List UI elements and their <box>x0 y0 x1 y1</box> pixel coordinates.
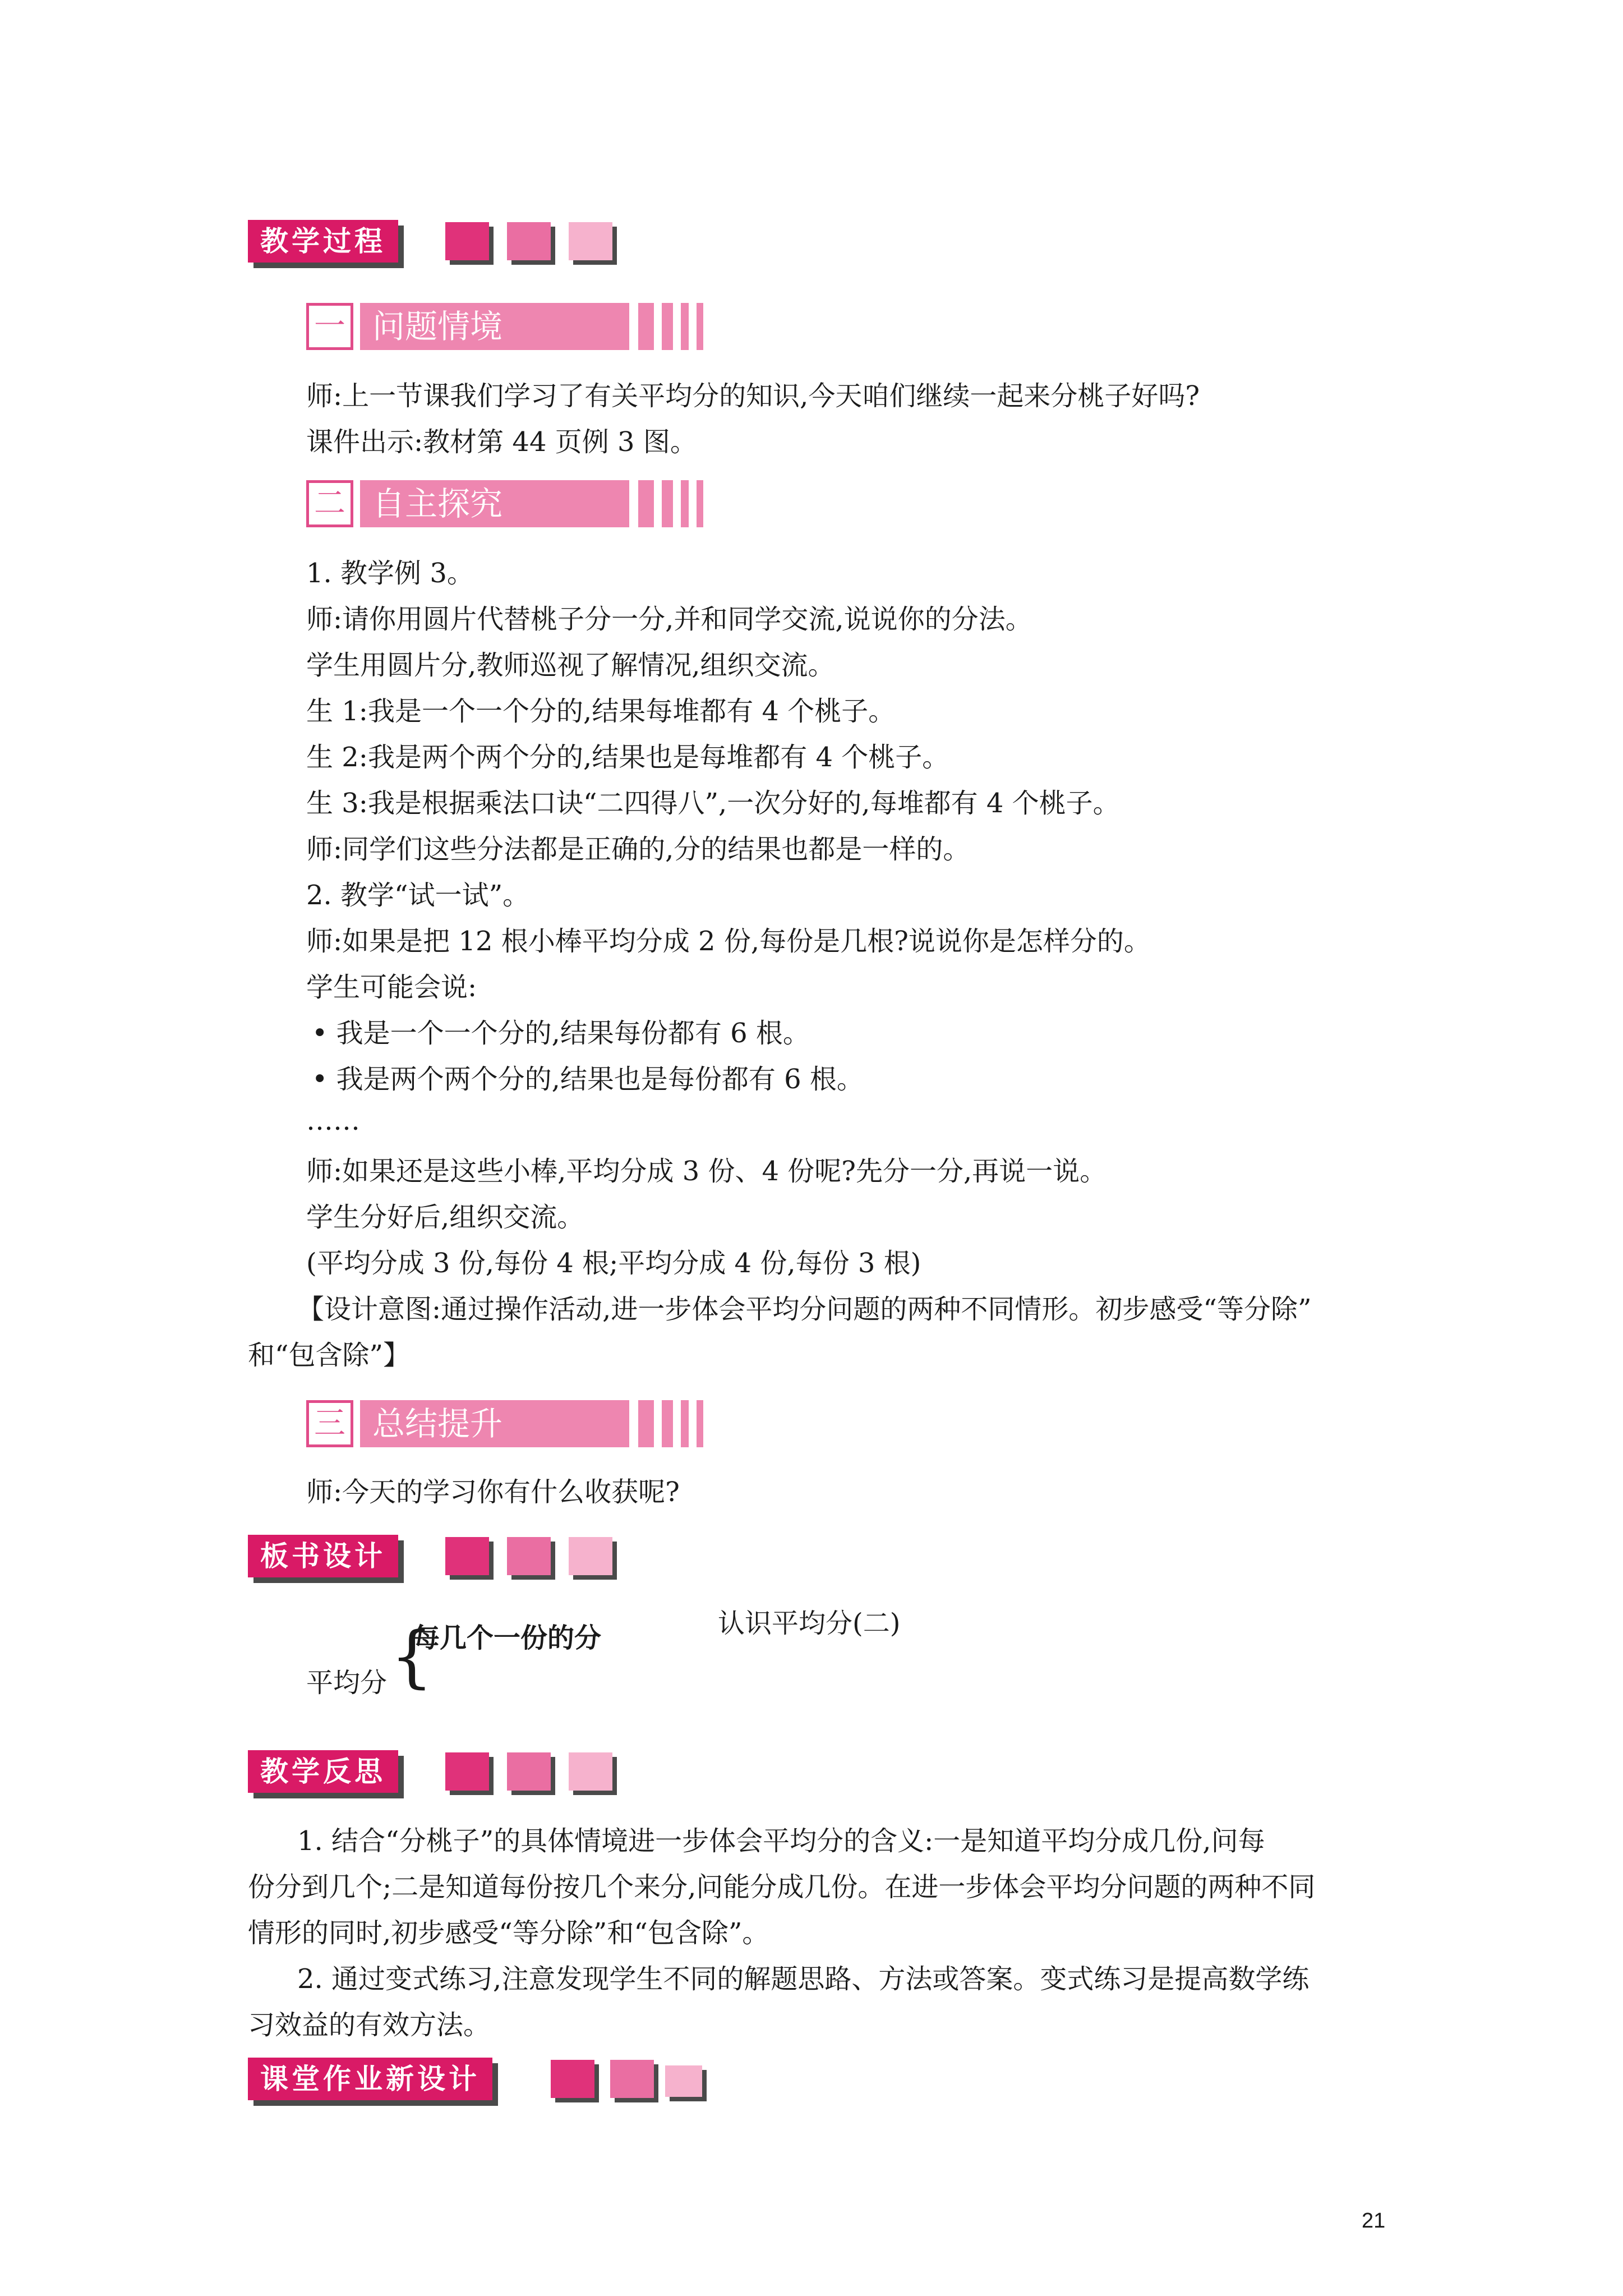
decor-stripes <box>638 303 717 350</box>
paragraph: 2. 通过变式练习,注意发现学生不同的解题思路、方法或答案。变式练习是提高数学练 <box>297 1963 1310 1995</box>
section-label: 教学过程 <box>248 220 398 263</box>
decor-square <box>507 1537 551 1575</box>
decor-square <box>445 1537 489 1575</box>
decor-square <box>569 222 612 260</box>
decor-square <box>445 222 489 260</box>
paragraph: (平均分成 3 份,每份 4 根;平均分成 4 份,每份 3 根) <box>306 1248 921 1279</box>
paragraph: 情形的同时,初步感受“等分除”和“包含除”。 <box>248 1917 769 1949</box>
decor-square <box>445 1752 489 1791</box>
paragraph: 课件出示:教材第 44 页例 3 图。 <box>306 426 697 458</box>
paragraph: 2. 教学“试一试”。 <box>306 880 530 911</box>
board-line-clip <box>413 1622 637 1654</box>
paragraph: 师:如果还是这些小棒,平均分成 3 份、4 份呢?先分一分,再说一说。 <box>306 1156 1107 1187</box>
board-content <box>306 1618 699 1711</box>
board-title: 认识平均分(二) <box>718 1608 901 1639</box>
subsection-title: 自主探究 <box>360 480 629 527</box>
subsection-number: 一 <box>306 303 353 350</box>
list-item: • 我是两个两个分的,结果也是每份都有 6 根。 <box>312 1064 864 1095</box>
section-label: 板书设计 <box>248 1535 398 1577</box>
paragraph: 【设计意图:通过操作活动,进一步体会平均分问题的两种不同情形。初步感受“等分除” <box>297 1294 1312 1325</box>
decor-stripes <box>638 480 717 527</box>
paragraph: 师:今天的学习你有什么收获呢? <box>306 1476 680 1508</box>
paragraph: 生 1:我是一个一个分的,结果每堆都有 4 个桃子。 <box>306 696 896 727</box>
paragraph: 习效益的有效方法。 <box>248 2009 491 2041</box>
board-line: 每几个一份的分 <box>413 1622 602 1654</box>
paragraph: 生 2:我是两个两个分的,结果也是每堆都有 4 个桃子。 <box>306 742 949 773</box>
paragraph: 份分到几个;二是知道每份按几个来分,问能分成几份。在进一步体会平均分问题的两种不同 <box>248 1871 1316 1903</box>
board-left-label: 平均分 <box>306 1667 388 1699</box>
decor-square <box>507 1752 551 1791</box>
decor-square <box>507 222 551 260</box>
page-number: 21 <box>1362 2209 1386 2233</box>
paragraph: 1. 教学例 3。 <box>306 558 474 589</box>
paragraph: 学生用圆片分,教师巡视了解情况,组织交流。 <box>306 650 835 681</box>
section-label: 教学反思 <box>248 1750 398 1793</box>
paragraph: 学生可能会说: <box>306 972 477 1003</box>
subsection-title: 总结提升 <box>360 1400 629 1447</box>
paragraph: 师:上一节课我们学习了有关平均分的知识,今天咱们继续一起来分桃子好吗? <box>306 380 1200 412</box>
subsection-title: 问题情境 <box>360 303 629 350</box>
paragraph: 生 3:我是根据乘法口诀“二四得八”,一次分好的,每堆都有 4 个桃子。 <box>306 788 1120 819</box>
decor-square <box>610 2060 654 2098</box>
paragraph: 和“包含除”】 <box>248 1340 411 1371</box>
paragraph: 师:请你用圆片代替桃子分一分,并和同学交流,说说你的分法。 <box>306 604 1032 635</box>
board-brace: { <box>390 1618 434 1696</box>
decor-square <box>569 1537 612 1575</box>
subsection-number: 二 <box>306 480 353 527</box>
paragraph: 学生分好后,组织交流。 <box>306 1202 584 1233</box>
list-item: • 我是一个一个分的,结果每份都有 6 根。 <box>312 1018 810 1049</box>
decor-stripes <box>638 1400 717 1447</box>
decor-square <box>665 2065 702 2097</box>
subsection-number: 三 <box>306 1400 353 1447</box>
paragraph: …… <box>306 1105 360 1137</box>
paragraph: 师:同学们这些分法都是正确的,分的结果也都是一样的。 <box>306 834 970 865</box>
decor-square <box>551 2060 594 2098</box>
section-label: 课堂作业新设计 <box>248 2058 492 2100</box>
decor-square <box>569 1752 612 1791</box>
paragraph: 1. 结合“分桃子”的具体情境进一步体会平均分的含义:一是知道平均分成几份,问每 <box>297 1825 1265 1857</box>
paragraph: 师:如果是把 12 根小棒平均分成 2 份,每份是几根?说说你是怎样分的。 <box>306 926 1151 957</box>
